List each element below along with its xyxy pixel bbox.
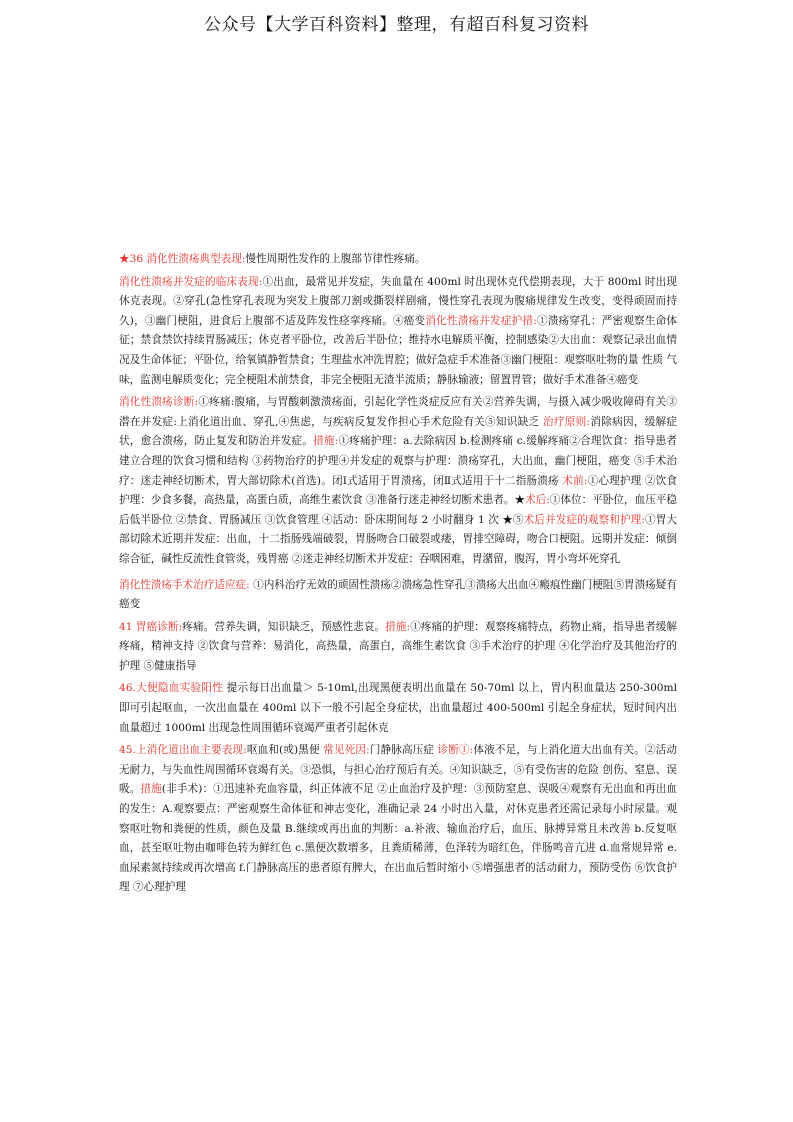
highlighted-heading: 消化性溃疡手术治疗适应症: bbox=[119, 578, 250, 591]
highlighted-heading: 术后: bbox=[525, 494, 550, 507]
highlighted-heading: 措施 bbox=[140, 783, 162, 796]
body-text: 疼痛。营养失调，知识缺乏，预感性悲哀。 bbox=[182, 620, 386, 633]
paragraph bbox=[119, 250, 677, 270]
body-text: ①溃疡穿孔：严密观察生命体征；禁食禁饮持续胃肠减压；休克者平卧位，改善后半卧位；维持水电解质平衡，控制感染②大出血：观察记录出血情况及生命体征；平卧位，给氧镇静暂禁食；生理盐水冲洗胃腔；做好急症手术准备③幽门梗阻：观察呕吐物的量 性质 气味，监测电解质变化；完全梗阻术前禁食，非完全梗阻无渣半流质；静脉输液；留置胃管；做好手术准备④癌变 bbox=[119, 314, 677, 386]
body-text: ①心理护理 ②饮食护理：少食多餐，高热量，高蛋白质，高维生素饮食 ③准备行迷走神经切断术患者。★ bbox=[119, 474, 678, 507]
highlighted-heading: 45.上消化道出血主要表现: bbox=[119, 744, 247, 757]
body-text: ①内科治疗无效的顽固性溃疡②溃疡急性穿孔③溃疡大出血④瘢痕性幽门梗阻⑤胃溃疡疑有癌变 bbox=[119, 578, 677, 611]
body-text: ①疼痛的护理：观察疼痛特点，药物止痛，指导患者缓解疼痛，精神支持 ②饮食与营养：易消化，高热量，高蛋白，高维生素饮食 ③手术治疗的护理 ④化学治疗及其他治疗的护理 ⑤健康指导 bbox=[119, 620, 678, 672]
body-text: 提示每日出血量＞ 5-10ml,出现黑便表明出血量在 50-70ml 以上，胃内积血量达 250-300ml 即可引起呕血，一次出血量在 400ml 以下一般不引起全身症状，出血量超过 400-500ml 引起全身症状，短时间内出血量超过 1000ml 出现急性周围循环衰竭严重者引起休克 bbox=[119, 682, 677, 734]
paragraph bbox=[119, 576, 677, 615]
highlighted-heading: 消化性溃疡并发症的临床表现: bbox=[119, 275, 263, 288]
body-text: ①疼痛:腹痛，与胃酸刺激溃疡面，引起化学性炎症反应有关②营养失调，与摄入减少吸收障碍有关③潜在并发症:上消化道出血、穿孔,④焦虑，与疾病反复发作担心手术危险有关⑤知识缺乏 bbox=[119, 396, 677, 428]
body-text: 慢性周期性发作的上腹部节律性疼痛。 bbox=[245, 253, 426, 265]
body-text: 消除病因，缓解症状，愈合溃疡，防止复发和防治并发症。 bbox=[119, 415, 678, 448]
paragraph bbox=[119, 273, 677, 391]
highlighted-heading: 46.大便隐血实验阳性 bbox=[119, 682, 224, 695]
highlighted-heading: 消化性溃疡并发症护措: bbox=[425, 314, 537, 327]
body-text: 门静脉高压症 bbox=[369, 744, 438, 757]
paragraph bbox=[119, 741, 677, 898]
highlighted-heading: 常见死因: bbox=[323, 744, 370, 757]
highlighted-heading: 41 胃癌诊断: bbox=[119, 620, 183, 633]
highlighted-heading: 术后并发症的观察和护理: bbox=[523, 513, 645, 526]
body-text: ①出血，最常见并发症，失血量在 400ml 时出现休克代偿期表现，大于 800ml 时出现休克表现。②穿孔(急性穿孔表现为突发上腹部刀割或撕裂样剧痛，慢性穿孔表现为腹痛规律发生改变，变得顽固而持久)，③幽门梗阻，进食后上腹部不适及阵发性痉挛疼痛。④癌变 bbox=[119, 275, 677, 327]
highlighted-heading: 诊断①: bbox=[437, 744, 474, 757]
paragraph bbox=[119, 618, 677, 677]
paragraph bbox=[119, 393, 677, 569]
body-text: 呕血和(或)黑便 bbox=[246, 744, 324, 757]
highlighted-heading: 术前: bbox=[562, 474, 588, 487]
body-text: (非手术)：①迅速补充血容量，纠正体液不足 ②止血治疗及护理：③预防窒息、误吸④观察有无出血和再出血的发生：A.观察要点：严密观察生命体征和神志变化，准确记录 24 小时出入量，对休克患者还需记录每小时尿量。观察呕吐物和粪便的性质，颜色及量 B.继续或再出血的判断：a.补液、输血治疗后，血压、脉搏异常且未改善 b.反复呕血，甚至呕吐物由咖啡色转为鲜红色 c.黑便次数增多，且粪质稀薄，色泽转为暗红色，伴肠鸣音亢进 d.血常规异常 e.血尿素氮持续或再次增高 f.门静脉高压的患者原有脾大，在出血后暂时缩小 ⑤增强患者的活动耐力，预防受伤 ⑥饮食护理 ⑦心理护理 bbox=[119, 783, 677, 894]
body-text: 体液不足，与上消化道大出血有关。②活动无耐力，与失血性周围循环衰竭有关。③恐惧，与担心治疗预后有关。④知识缺乏，⑤有受伤害的危险 创伤、窒息、误吸。 bbox=[119, 744, 677, 796]
body-text: ①疼痛护理：a.去除病因 b.检测疼痛 c.缓解疼痛②合理饮食：指导患者建立合理的饮食习惯和结构 ③药物治疗的护理④并发症的观察与护理：溃疡穿孔，大出血，幽门梗阻，癌变 ⑤手术治疗：迷走神经切断术，胃大部切除术(首选)。闭Ⅰ式适用于胃溃疡，闭Ⅱ式适用于十二指肠溃疡 bbox=[119, 435, 677, 487]
page-header: 公众号【大学百科资料】整理，有超百科复习资料 bbox=[204, 15, 589, 35]
highlighted-heading: 措施: bbox=[385, 620, 411, 633]
highlighted-heading: 治疗原则: bbox=[543, 415, 591, 428]
highlighted-heading: 措施: bbox=[313, 435, 339, 448]
highlighted-heading: 消化性溃疡诊断: bbox=[119, 396, 199, 409]
body-text: ①体位：平卧位，血压平稳后低半卧位 ②禁食、胃肠减压 ③饮食管理 ④活动：卧床期间每 2 小时翻身 1 次 ★⑤ bbox=[119, 494, 677, 526]
body-text: ①胃大部切除术近期并发症：出血，十二指肠残端破裂，胃肠吻合口破裂或瘘，胃排空障碍，吻合口梗阻。远期并发症：倾倒综合征，碱性反流性食管炎，残胃癌 ②迷走神经切断术并发症：吞咽困难，胃潴留，腹泻，胃小弯坏死穿孔 bbox=[119, 513, 677, 565]
document-body bbox=[119, 250, 677, 901]
paragraph bbox=[119, 679, 677, 738]
highlighted-heading: ★36 消化性溃疡典型表现: bbox=[119, 253, 246, 265]
